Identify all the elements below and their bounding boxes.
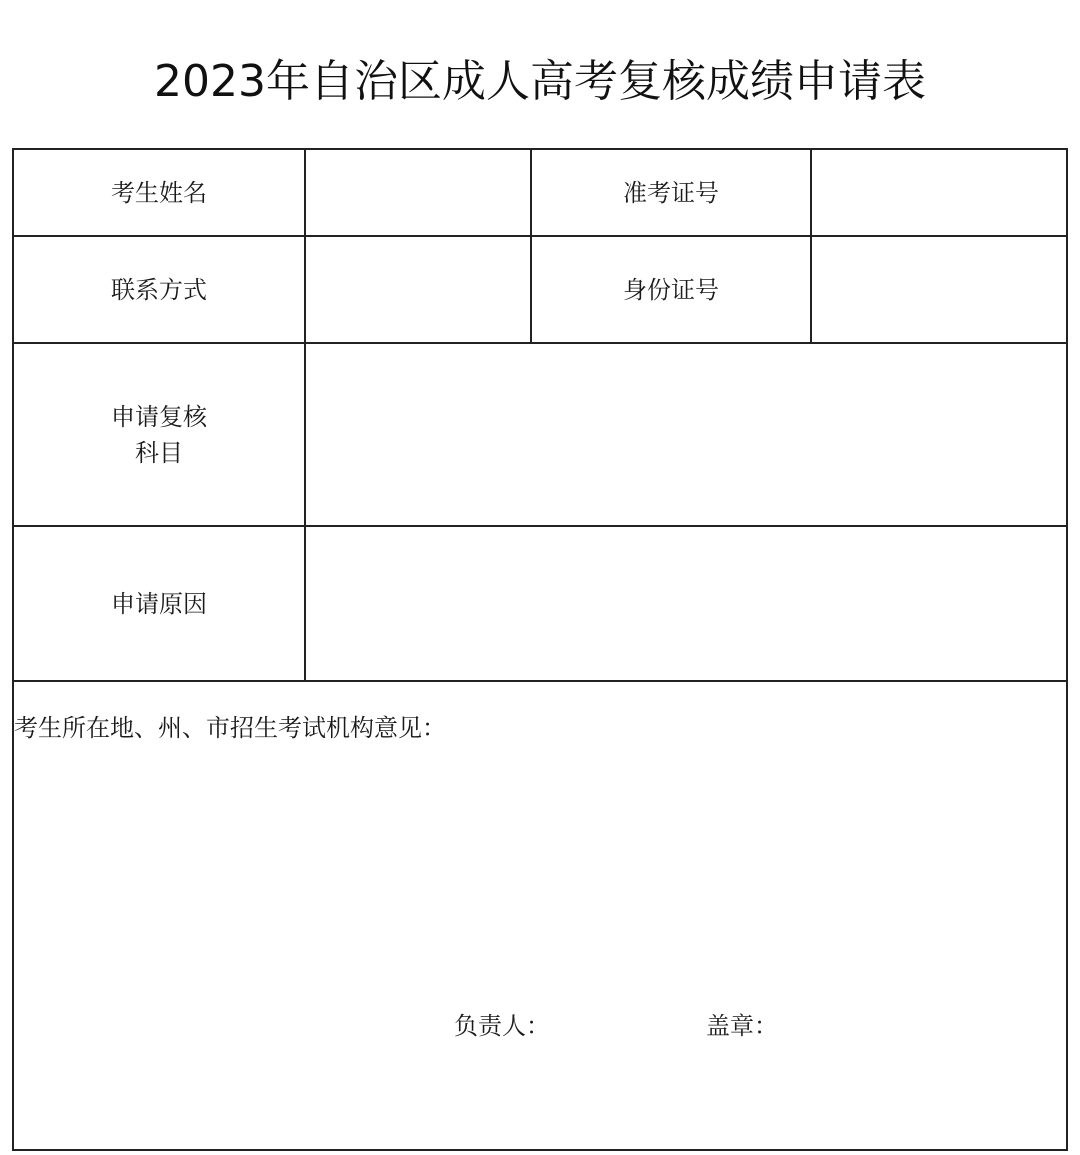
opinion-section[interactable]	[14, 682, 1066, 1149]
label-contact-method: 联系方式	[111, 275, 207, 304]
page-title: 2023年自治区成人高考复核成绩申请表	[154, 56, 926, 107]
review-subjects-field[interactable]	[306, 344, 1066, 525]
label-id-number: 身份证号	[623, 275, 719, 304]
label-candidate-name: 考生姓名	[111, 178, 207, 207]
candidate-name-field[interactable]	[306, 150, 530, 235]
contact-method-field[interactable]	[306, 237, 530, 342]
application-reason-field[interactable]	[306, 527, 1066, 680]
label-application-reason: 申请原因	[111, 589, 207, 618]
label-review-subjects-line2: 科目	[135, 438, 183, 467]
admission-ticket-number-field[interactable]	[812, 150, 1066, 235]
label-review-subjects-line1: 申请复核	[111, 402, 207, 431]
seal-label: 盖章：	[706, 1012, 778, 1040]
label-review-subjects-text	[111, 399, 207, 471]
id-number-field[interactable]	[812, 237, 1066, 342]
application-form-table	[12, 148, 1068, 1151]
label-review-subjects	[14, 344, 304, 525]
responsible-person-label: 负责人：	[454, 1012, 550, 1040]
label-admission-ticket-number: 准考证号	[623, 178, 719, 207]
opinion-label: 考生所在地、州、市招生考试机构意见：	[14, 714, 446, 742]
